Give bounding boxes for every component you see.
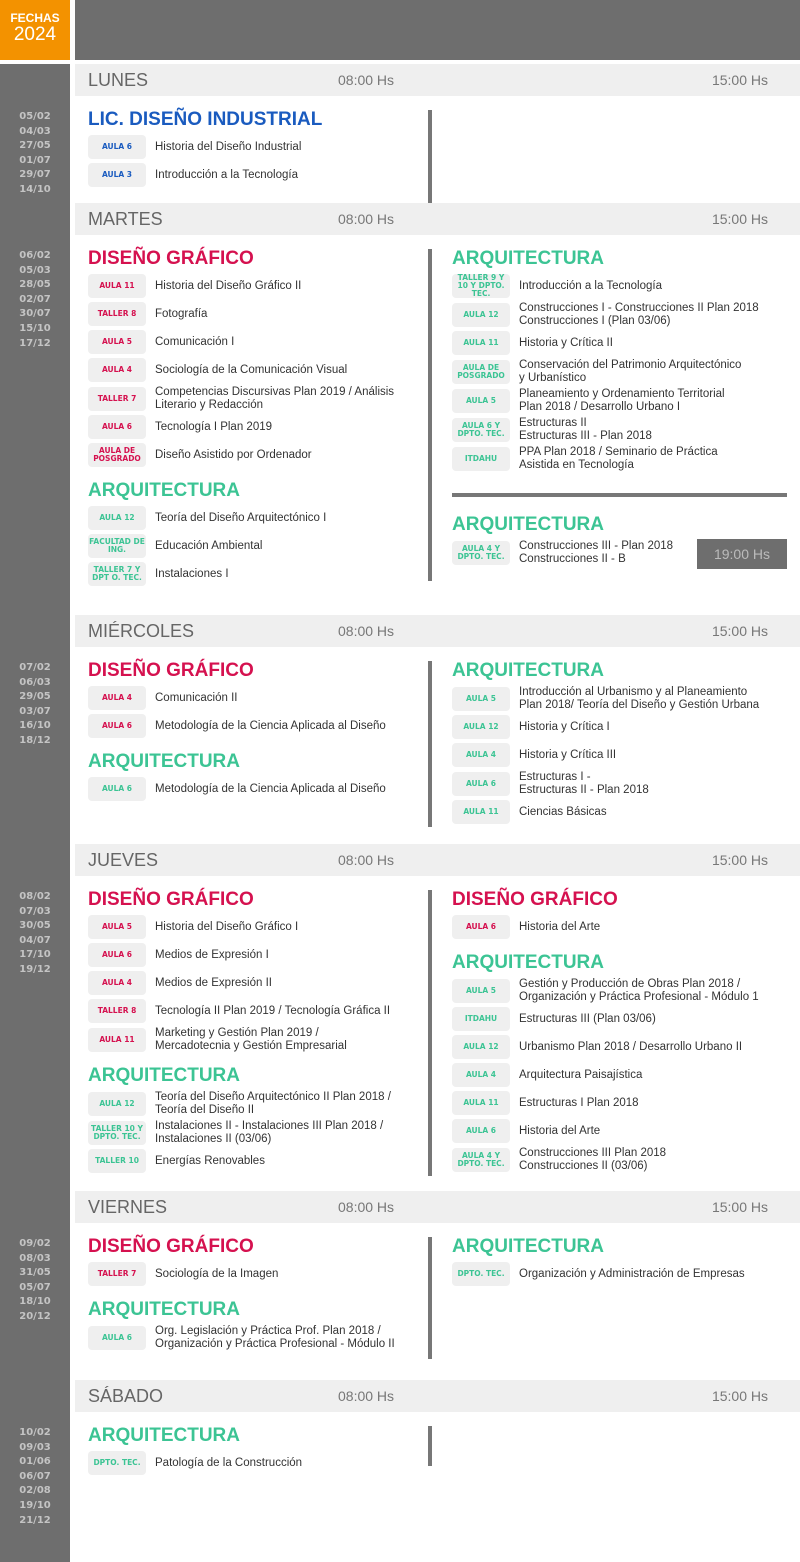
left-column bbox=[88, 108, 423, 199]
room-badge: AULA 4 Y DPTO. TEC. bbox=[452, 541, 510, 565]
course-row bbox=[452, 1035, 787, 1059]
room-badge: AULA 11 bbox=[452, 331, 510, 355]
room-badge: AULA DE POSGRADO bbox=[88, 443, 146, 467]
date-list bbox=[0, 1426, 70, 1528]
career-group bbox=[88, 1298, 423, 1350]
course-row bbox=[88, 534, 423, 558]
date-list bbox=[0, 661, 70, 749]
date-item: 03/07 bbox=[19, 705, 51, 717]
room-badge: FACULTAD DE ING. bbox=[88, 534, 146, 558]
room-badge: AULA 6 bbox=[88, 135, 146, 159]
date-item: 29/07 bbox=[19, 169, 51, 181]
date-item: 21/12 bbox=[19, 1514, 51, 1526]
course-row bbox=[452, 743, 787, 767]
course-row bbox=[452, 800, 787, 824]
room-badge: AULA 6 Y DPTO. TEC. bbox=[452, 418, 510, 442]
room-badge: AULA 4 bbox=[88, 686, 146, 710]
room-badge: AULA 4 bbox=[88, 358, 146, 382]
course-name: Comunicación II bbox=[155, 691, 238, 704]
career-group bbox=[88, 247, 423, 467]
course-row bbox=[452, 715, 787, 739]
room-badge: AULA DE POSGRADO bbox=[452, 360, 510, 384]
course-name: Historia del Arte bbox=[519, 920, 601, 933]
start-time: 08:00 Hs bbox=[338, 1199, 395, 1215]
room-badge: AULA 6 bbox=[452, 915, 510, 939]
career-group bbox=[452, 888, 787, 939]
career-title: ARQUITECTURA bbox=[452, 514, 604, 535]
course-name: Competencias Discursivas Plan 2019 / Análisis Literario y Redacción bbox=[155, 386, 395, 411]
room-badge: TALLER 10 bbox=[88, 1149, 146, 1173]
career-title: LIC. DISEÑO INDUSTRIAL bbox=[88, 109, 323, 130]
start-time: 08:00 Hs bbox=[338, 623, 395, 639]
course-row bbox=[88, 1451, 423, 1475]
course-row bbox=[452, 915, 787, 939]
career-title: ARQUITECTURA bbox=[88, 1299, 240, 1320]
career-group bbox=[88, 888, 423, 1052]
course-name: Organización y Administración de Empresas bbox=[519, 1267, 745, 1280]
day-section-3 bbox=[0, 844, 800, 1191]
start-time: 08:00 Hs bbox=[338, 211, 395, 227]
date-item: 08/02 bbox=[19, 891, 51, 902]
date-list bbox=[0, 110, 70, 198]
date-item: 27/05 bbox=[19, 140, 51, 152]
day-header bbox=[75, 1191, 800, 1223]
course-row bbox=[88, 1325, 423, 1350]
career-title: DISEÑO GRÁFICO bbox=[88, 248, 254, 269]
course-row bbox=[88, 135, 423, 159]
room-badge: AULA 6 bbox=[452, 1119, 510, 1143]
left-column bbox=[88, 1424, 423, 1487]
day-name: SÁBADO bbox=[88, 1386, 164, 1406]
course-name: Instalaciones II - Instalaciones III Plan 2018 / Instalaciones II (03/06) bbox=[155, 1120, 384, 1145]
left-column bbox=[88, 659, 423, 813]
career-title: ARQUITECTURA bbox=[452, 952, 604, 973]
date-item: 07/03 bbox=[19, 905, 51, 917]
day-section-2 bbox=[0, 615, 800, 844]
day-name: MIÉRCOLES bbox=[88, 621, 195, 641]
date-item: 20/12 bbox=[19, 1310, 51, 1322]
course-name: Educación Ambiental bbox=[155, 539, 263, 552]
left-column bbox=[88, 888, 423, 1185]
career-title: DISEÑO GRÁFICO bbox=[452, 889, 618, 910]
left-column bbox=[88, 247, 423, 598]
dates-header-badge bbox=[0, 0, 70, 60]
date-list bbox=[0, 890, 70, 978]
career-group bbox=[452, 513, 787, 565]
career-title: DISEÑO GRÁFICO bbox=[88, 889, 254, 910]
date-item: 08/03 bbox=[19, 1252, 51, 1264]
date-list bbox=[0, 1237, 70, 1325]
course-row bbox=[452, 388, 787, 413]
start-time: 08:00 Hs bbox=[338, 72, 395, 88]
date-item: 05/07 bbox=[19, 1281, 51, 1293]
room-badge: AULA 4 Y DPTO. TEC. bbox=[452, 1148, 510, 1172]
end-time: 15:00 Hs bbox=[711, 623, 768, 639]
date-item: 28/05 bbox=[19, 279, 51, 291]
day-section-4 bbox=[0, 1191, 800, 1380]
course-row bbox=[88, 915, 423, 939]
date-item: 15/10 bbox=[19, 322, 51, 334]
course-row bbox=[452, 771, 787, 796]
career-title: DISEÑO GRÁFICO bbox=[88, 1236, 254, 1257]
course-row bbox=[452, 1262, 787, 1286]
career-group bbox=[88, 1064, 423, 1173]
evening-time-badge: 19:00 Hs bbox=[697, 539, 787, 569]
course-row bbox=[88, 1262, 423, 1286]
room-badge: DPTO. TEC. bbox=[452, 1262, 510, 1286]
day-name: LUNES bbox=[88, 70, 149, 90]
course-row bbox=[452, 1147, 787, 1172]
day-name: JUEVES bbox=[88, 850, 159, 870]
start-time: 08:00 Hs bbox=[338, 852, 395, 868]
course-name: Introducción a la Tecnología bbox=[155, 168, 298, 181]
end-time: 15:00 Hs bbox=[711, 1199, 768, 1215]
course-name: Tecnología II Plan 2019 / Tecnología Gráfica II bbox=[155, 1004, 391, 1017]
day-header bbox=[75, 615, 800, 647]
left-column bbox=[88, 1235, 423, 1362]
date-item: 01/07 bbox=[19, 154, 51, 166]
course-name: Construcciones I - Construcciones II Plan 2018 Construcciones I (Plan 03/06) bbox=[519, 302, 759, 327]
course-row bbox=[452, 686, 787, 711]
room-badge: AULA 11 bbox=[452, 1091, 510, 1115]
day-name: VIERNES bbox=[88, 1197, 168, 1217]
course-name: Marketing y Gestión Plan 2019 / Mercadotecnia y Gestión Empresarial bbox=[155, 1027, 347, 1052]
date-item: 19/10 bbox=[19, 1499, 51, 1511]
career-title: ARQUITECTURA bbox=[88, 751, 240, 772]
course-name: Tecnología I Plan 2019 bbox=[155, 420, 273, 433]
room-badge: TALLER 7 Y DPT O. TEC. bbox=[88, 562, 146, 586]
room-badge: AULA 6 bbox=[88, 943, 146, 967]
date-item: 07/02 bbox=[19, 662, 51, 673]
day-section-1 bbox=[0, 203, 800, 615]
course-name: Medios de Expresión I bbox=[155, 948, 269, 961]
career-group bbox=[88, 1424, 423, 1475]
course-name: Historia del Diseño Industrial bbox=[155, 140, 302, 153]
column-divider bbox=[428, 890, 432, 1176]
course-row bbox=[452, 1007, 787, 1031]
course-row bbox=[88, 686, 423, 710]
career-group bbox=[452, 659, 787, 824]
room-badge: DPTO. TEC. bbox=[88, 1451, 146, 1475]
room-badge: AULA 5 bbox=[452, 389, 510, 413]
career-title: ARQUITECTURA bbox=[88, 480, 240, 501]
date-item: 16/10 bbox=[19, 720, 51, 732]
date-item: 17/12 bbox=[19, 337, 51, 349]
start-time: 08:00 Hs bbox=[338, 1388, 395, 1404]
course-name: Construcciones III - Plan 2018 Construcciones II - B bbox=[519, 540, 674, 565]
career-group bbox=[88, 750, 423, 801]
course-row bbox=[88, 358, 423, 382]
course-name: Teoría del Diseño Arquitectónico II Plan 2018 / Teoría del Diseño II bbox=[155, 1091, 391, 1116]
course-row bbox=[452, 1091, 787, 1115]
day-name: MARTES bbox=[88, 209, 163, 229]
end-time: 15:00 Hs bbox=[711, 72, 768, 88]
course-row bbox=[88, 274, 423, 298]
course-row bbox=[88, 506, 423, 530]
course-name: Historia del Arte bbox=[519, 1124, 601, 1137]
course-row bbox=[88, 163, 423, 187]
course-row bbox=[452, 978, 787, 1003]
course-name: Urbanismo Plan 2018 / Desarrollo Urbano II bbox=[519, 1040, 743, 1053]
room-badge: AULA 5 bbox=[88, 915, 146, 939]
room-badge: TALLER 10 Y DPTO. TEC. bbox=[88, 1121, 146, 1145]
date-item: 14/10 bbox=[19, 183, 51, 195]
course-name: Planeamiento y Ordenamiento Territorial Plan 2018 / Desarrollo Urbano I bbox=[519, 388, 725, 413]
course-name: Historia del Diseño Gráfico I bbox=[155, 920, 299, 933]
room-badge: AULA 4 bbox=[88, 971, 146, 995]
date-item: 04/07 bbox=[19, 934, 51, 946]
course-name: Org. Legislación y Práctica Prof. Plan 2018 / Organización y Práctica Profesional - Módulo II bbox=[155, 1325, 395, 1350]
course-row bbox=[88, 386, 423, 411]
course-name: Estructuras I Plan 2018 bbox=[519, 1096, 639, 1109]
top-banner bbox=[75, 0, 800, 60]
course-row bbox=[452, 446, 787, 471]
career-group bbox=[88, 479, 423, 586]
course-name: Metodología de la Ciencia Aplicada al Diseño bbox=[155, 782, 386, 795]
course-row bbox=[452, 302, 787, 327]
date-item: 30/05 bbox=[19, 920, 51, 932]
career-group bbox=[88, 659, 423, 738]
career-title: ARQUITECTURA bbox=[452, 248, 604, 269]
career-title: ARQUITECTURA bbox=[88, 1425, 240, 1446]
end-time: 15:00 Hs bbox=[711, 211, 768, 227]
course-row bbox=[88, 971, 423, 995]
room-badge: TALLER 8 bbox=[88, 302, 146, 326]
career-title: DISEÑO GRÁFICO bbox=[88, 660, 254, 681]
date-item: 05/02 bbox=[19, 111, 51, 122]
right-column bbox=[452, 659, 787, 836]
course-name: Historia y Crítica II bbox=[519, 336, 613, 349]
career-group bbox=[452, 1235, 787, 1286]
course-name: Historia del Diseño Gráfico II bbox=[155, 279, 302, 292]
course-name: Comunicación I bbox=[155, 335, 235, 348]
right-column bbox=[452, 1235, 787, 1298]
date-item: 01/06 bbox=[19, 1456, 51, 1468]
course-row bbox=[88, 562, 423, 586]
course-row bbox=[452, 331, 787, 355]
room-badge: AULA 11 bbox=[452, 800, 510, 824]
right-column bbox=[452, 888, 787, 1184]
column-divider bbox=[428, 661, 432, 827]
course-name: Introducción al Urbanismo y al Planeamiento Plan 2018/ Teoría del Diseño y Gestión Urbana bbox=[519, 686, 760, 711]
career-group bbox=[88, 1235, 423, 1286]
room-badge: AULA 12 bbox=[452, 303, 510, 327]
room-badge: ITDAHU bbox=[452, 1007, 510, 1031]
room-badge: AULA 3 bbox=[88, 163, 146, 187]
date-item: 18/10 bbox=[19, 1296, 51, 1308]
year-label: 2024 bbox=[13, 24, 57, 45]
career-group bbox=[452, 951, 787, 1172]
course-row bbox=[88, 1091, 423, 1116]
room-badge: AULA 6 bbox=[88, 777, 146, 801]
career-group bbox=[88, 108, 423, 187]
room-badge: AULA 4 bbox=[452, 743, 510, 767]
column-divider bbox=[428, 249, 432, 581]
course-name: Metodología de la Ciencia Aplicada al Diseño bbox=[155, 719, 386, 732]
date-item: 05/03 bbox=[19, 264, 51, 276]
career-title: ARQUITECTURA bbox=[88, 1065, 240, 1086]
date-item: 30/07 bbox=[19, 308, 51, 320]
date-item: 06/02 bbox=[19, 250, 51, 261]
course-name: Fotografía bbox=[155, 307, 208, 320]
room-badge: AULA 12 bbox=[452, 1035, 510, 1059]
room-badge: AULA 6 bbox=[88, 1326, 146, 1350]
course-name: Energías Renovables bbox=[155, 1154, 265, 1167]
course-name: Sociología de la Comunicación Visual bbox=[155, 363, 348, 376]
course-name: Diseño Asistido por Ordenador bbox=[155, 448, 312, 461]
day-header bbox=[75, 1380, 800, 1412]
career-title: ARQUITECTURA bbox=[452, 660, 604, 681]
room-badge: AULA 5 bbox=[452, 687, 510, 711]
course-row bbox=[88, 1149, 423, 1173]
end-time: 15:00 Hs bbox=[711, 1388, 768, 1404]
course-name: Estructuras III (Plan 03/06) bbox=[519, 1012, 656, 1025]
room-badge: AULA 11 bbox=[88, 1028, 146, 1052]
column-divider bbox=[428, 1237, 432, 1359]
room-badge: AULA 4 bbox=[452, 1063, 510, 1087]
date-item: 09/03 bbox=[19, 1441, 51, 1453]
course-name: Construcciones III Plan 2018 Construcciones II (03/06) bbox=[519, 1147, 667, 1172]
course-row bbox=[88, 1027, 423, 1052]
course-row bbox=[88, 415, 423, 439]
date-item: 04/03 bbox=[19, 125, 51, 137]
course-name: Estructuras I - Estructuras II - Plan 2018 bbox=[519, 771, 649, 796]
room-badge: TALLER 9 Y 10 Y DPTO. TEC. bbox=[452, 274, 510, 298]
right-column bbox=[452, 247, 787, 577]
course-name: Estructuras II Estructuras III - Plan 2018 bbox=[519, 417, 652, 442]
date-item: 02/07 bbox=[19, 293, 51, 305]
date-item: 29/05 bbox=[19, 691, 51, 703]
room-badge: AULA 6 bbox=[452, 772, 510, 796]
course-row bbox=[88, 302, 423, 326]
course-row bbox=[452, 1119, 787, 1143]
room-badge: AULA 5 bbox=[452, 979, 510, 1003]
room-badge: AULA 11 bbox=[88, 274, 146, 298]
date-item: 19/12 bbox=[19, 963, 51, 975]
course-row bbox=[88, 777, 423, 801]
room-badge: AULA 6 bbox=[88, 415, 146, 439]
day-section-5 bbox=[0, 1380, 800, 1562]
course-row bbox=[88, 714, 423, 738]
course-row bbox=[88, 330, 423, 354]
column-divider bbox=[428, 1426, 432, 1466]
course-name: Conservación del Patrimonio Arquitectónico y Urbanístico bbox=[519, 359, 742, 384]
date-list bbox=[0, 249, 70, 351]
course-row bbox=[452, 417, 787, 442]
course-row bbox=[88, 443, 423, 467]
course-name: Historia y Crítica III bbox=[519, 748, 617, 761]
date-item: 18/12 bbox=[19, 734, 51, 746]
course-row bbox=[88, 999, 423, 1023]
day-header bbox=[75, 844, 800, 876]
course-row bbox=[88, 1120, 423, 1145]
date-item: 31/05 bbox=[19, 1267, 51, 1279]
course-row bbox=[452, 274, 787, 298]
schedule bbox=[0, 64, 800, 1562]
date-item: 17/10 bbox=[19, 949, 51, 961]
section-divider bbox=[452, 493, 787, 497]
course-name: Medios de Expresión II bbox=[155, 976, 272, 989]
course-name: Historia y Crítica I bbox=[519, 720, 610, 733]
room-badge: ITDAHU bbox=[452, 447, 510, 471]
room-badge: TALLER 7 bbox=[88, 1262, 146, 1286]
career-group bbox=[452, 247, 787, 471]
course-name: Gestión y Producción de Obras Plan 2018 / Organización y Práctica Profesional - Módulo 1 bbox=[519, 978, 759, 1003]
course-row bbox=[452, 1063, 787, 1087]
date-item: 06/03 bbox=[19, 676, 51, 688]
course-name: Instalaciones I bbox=[155, 567, 229, 580]
course-name: Sociología de la Imagen bbox=[155, 1267, 279, 1280]
career-title: ARQUITECTURA bbox=[452, 1236, 604, 1257]
course-row bbox=[88, 943, 423, 967]
date-item: 06/07 bbox=[19, 1470, 51, 1482]
course-name: Ciencias Básicas bbox=[519, 805, 607, 818]
course-row bbox=[452, 359, 787, 384]
day-section-0 bbox=[0, 64, 800, 203]
room-badge: TALLER 8 bbox=[88, 999, 146, 1023]
room-badge: AULA 5 bbox=[88, 330, 146, 354]
end-time: 15:00 Hs bbox=[711, 852, 768, 868]
course-name: Introducción a la Tecnología bbox=[519, 279, 662, 292]
fechas-label: FECHAS bbox=[10, 11, 60, 25]
date-item: 10/02 bbox=[19, 1427, 51, 1438]
course-name: Arquitectura Paisajística bbox=[519, 1068, 643, 1081]
room-badge: TALLER 7 bbox=[88, 387, 146, 411]
room-badge: AULA 12 bbox=[88, 506, 146, 530]
room-badge: AULA 6 bbox=[88, 714, 146, 738]
room-badge: AULA 12 bbox=[452, 715, 510, 739]
course-name: Patología de la Construcción bbox=[155, 1456, 303, 1469]
course-name: Teoría del Diseño Arquitectónico I bbox=[155, 511, 327, 524]
date-item: 02/08 bbox=[19, 1485, 51, 1497]
course-name: PPA Plan 2018 / Seminario de Práctica Asistida en Tecnología bbox=[519, 446, 718, 471]
date-item: 09/02 bbox=[19, 1238, 51, 1249]
day-header bbox=[75, 64, 800, 96]
room-badge: AULA 12 bbox=[88, 1092, 146, 1116]
day-header bbox=[75, 203, 800, 235]
